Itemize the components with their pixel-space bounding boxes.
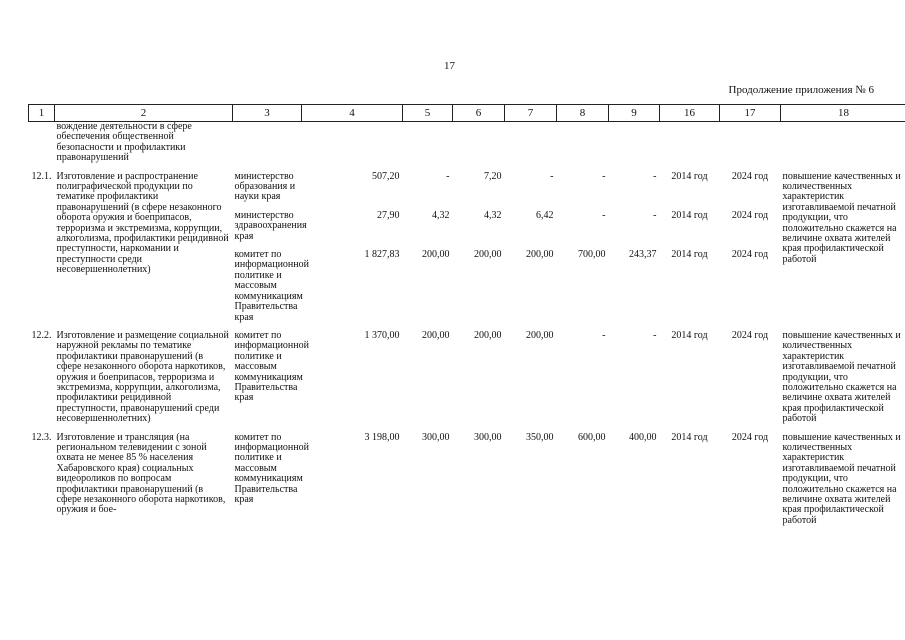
cell-value: 7,20 <box>484 170 502 182</box>
row-id: 12.3. <box>31 431 52 443</box>
cell-total: 1 827,83 <box>364 249 400 261</box>
end-year: 2024 год <box>731 249 769 261</box>
start-year: 2014 год <box>671 249 708 261</box>
cell-value: 200,00 <box>474 329 502 341</box>
expected-result: повышение качественных и количественных характеристик изготавливаемой печатной продукции, что положительно скажется на величине охвата жителей края профилактической работой <box>782 170 901 265</box>
col-header: 3 <box>233 105 302 122</box>
cell-value: 350,00 <box>526 431 554 443</box>
cell-value: 243,37 <box>629 249 657 261</box>
cell-value: 4,32 <box>484 209 502 221</box>
col-header: 6 <box>453 105 505 122</box>
col-header: 17 <box>720 105 781 122</box>
end-year: 2024 год <box>731 329 769 341</box>
cell-total: 1 370,00 <box>364 329 400 341</box>
table-row <box>29 433 905 527</box>
cell-value: - <box>602 209 606 221</box>
carry-row <box>29 122 905 172</box>
start-year: 2014 год <box>671 209 708 221</box>
table-row <box>29 331 905 433</box>
col-header: 2 <box>55 105 233 122</box>
executor: министерство здравоохранения края <box>234 209 307 242</box>
row-id: 12.1. <box>31 170 52 182</box>
continuation-label: Продолжение приложения № 6 <box>728 84 874 96</box>
end-year: 2024 год <box>731 431 769 443</box>
cell-value: 200,00 <box>422 249 450 261</box>
col-header: 4 <box>302 105 403 122</box>
cell-value: 300,00 <box>422 431 450 443</box>
col-header: 16 <box>660 105 720 122</box>
cell-value: 600,00 <box>578 431 606 443</box>
start-year: 2014 год <box>671 329 708 341</box>
cell-value: - <box>653 209 657 221</box>
col-header: 5 <box>403 105 453 122</box>
start-year: 2014 год <box>671 431 708 443</box>
cell-value: - <box>602 170 606 182</box>
cell-total: 27,90 <box>377 209 400 221</box>
row-id: 12.2. <box>31 329 52 341</box>
cell-value: 4,32 <box>432 209 450 221</box>
cell-value: 200,00 <box>526 329 554 341</box>
cell-value: 700,00 <box>578 249 606 261</box>
cell-value: 200,00 <box>526 249 554 261</box>
executor: комитет по информационной политике и массовым коммуникациям Правительства края <box>234 249 309 323</box>
row-text: Изготовление и трансляция (на региональном телевидении с зоной охвата не менее 85 % населения Хабаровского края) социальных видеороликов по вопросам профилактики правонарушений (в сфере незаконного оборота наркотиков, оружия и бое- <box>56 431 226 516</box>
program-table <box>28 104 905 526</box>
col-header: 8 <box>557 105 609 122</box>
start-year: 2014 год <box>671 170 708 182</box>
cell-value: - <box>653 329 657 341</box>
executor: министерство образования и науки края <box>234 170 296 203</box>
cell-total: 3 198,00 <box>364 431 400 443</box>
col-header: 1 <box>29 105 55 122</box>
executor: комитет по информационной политике и массовым коммуникациям Правительства края <box>234 431 309 505</box>
row-text: Изготовление и распространение полиграфической продукции по тематике профилактики правонарушений (в сфере незаконного оборота оружия и боеприпасов, терроризма и экстремизма, коррупции, алкоголизма, профилактики рецидивной преступности, наркомании и преступности среди несовершеннолетних) <box>56 170 229 276</box>
cell-total: 507,20 <box>372 170 400 182</box>
carry-text: вождение деятельности в сфере обеспечения общественной безопасности и профилактики правонарушений <box>56 121 192 164</box>
table-row <box>29 172 905 211</box>
expected-result: повышение качественных и количественных характеристик изготавливаемой печатной продукции, что положительно скажется на величине охвата жителей края профилактической работой <box>782 431 901 526</box>
col-header: 7 <box>505 105 557 122</box>
col-header: 9 <box>609 105 660 122</box>
cell-value: - <box>446 170 450 182</box>
end-year: 2024 год <box>731 170 769 182</box>
cell-value: 200,00 <box>474 249 502 261</box>
cell-value: 300,00 <box>474 431 502 443</box>
expected-result: повышение качественных и количественных характеристик изготавливаемой печатной продукции, что положительно скажется на величине охвата жителей края профилактической работой <box>782 329 901 425</box>
col-header: 18 <box>781 105 905 122</box>
header-row <box>29 105 905 122</box>
cell-value: - <box>602 329 606 341</box>
page-number: 17 <box>444 60 455 72</box>
cell-value: - <box>653 170 657 182</box>
cell-value: 6,42 <box>536 209 554 221</box>
executor: комитет по информационной политике и массовым коммуникациям Правительства края <box>234 329 309 404</box>
cell-value: 400,00 <box>629 431 657 443</box>
cell-value: - <box>550 170 554 182</box>
end-year: 2024 год <box>731 209 769 221</box>
row-text: Изготовление и размещение социальной наружной рекламы по тематике профилактики правонарушений (в сфере незаконного оборота наркотиков, оружия и боеприпасов, терроризма и экстремизма, коррупции, алкоголизма, профилактики рецидивной преступности, правонарушений среди несовершеннолетних) <box>56 329 229 425</box>
cell-value: 200,00 <box>422 329 450 341</box>
